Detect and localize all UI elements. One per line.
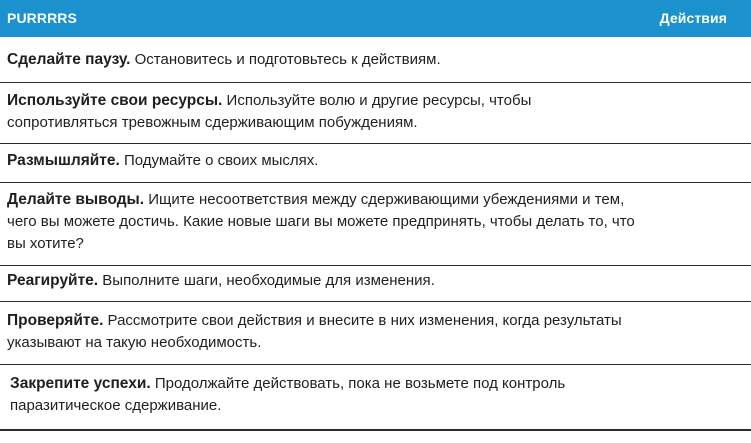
row-text: Используйте волю и другие ресурсы, чтобы сопротивляться тревожным сдерживающим побуждениям.	[7, 92, 532, 131]
table-row	[0, 365, 751, 431]
row-text: Ищите несоответствия между сдерживающими убеждениями и тем, чего вы можете достичь. Какие новые шаги вы можете предпринять, чтобы делать то, что вы хотите?	[7, 191, 635, 252]
table-row	[0, 266, 751, 302]
table-row	[0, 144, 751, 183]
table-row	[0, 183, 751, 266]
row-text: Выполните шаги, необходимые для изменения.	[98, 272, 435, 289]
row-lead: Сделайте паузу.	[7, 51, 131, 68]
row-text: Рассмотрите свои действия и внесите в них изменения, когда результаты указывают на такую необходимость.	[7, 312, 622, 351]
table-row	[0, 302, 751, 365]
row-lead: Используйте свои ресурсы.	[7, 92, 223, 109]
header-left-title: PURRRRS	[7, 9, 77, 26]
table-row	[0, 83, 751, 144]
row-lead: Размышляйте.	[7, 152, 120, 169]
row-text: Остановитесь и подготовьтесь к действиям.	[130, 51, 441, 68]
table-row	[0, 37, 751, 83]
row-lead: Закрепите успехи.	[10, 375, 151, 392]
row-text: Подумайте о своих мыслях.	[119, 152, 319, 169]
row-lead: Делайте выводы.	[7, 191, 145, 208]
header-right-title: Действия	[659, 9, 727, 26]
table-header	[0, 0, 751, 37]
row-lead: Реагируйте.	[7, 272, 99, 289]
row-text: Продолжайте действовать, пока не возьмете под контроль паразитическое сдерживание.	[10, 375, 566, 414]
row-lead: Проверяйте.	[7, 312, 104, 329]
